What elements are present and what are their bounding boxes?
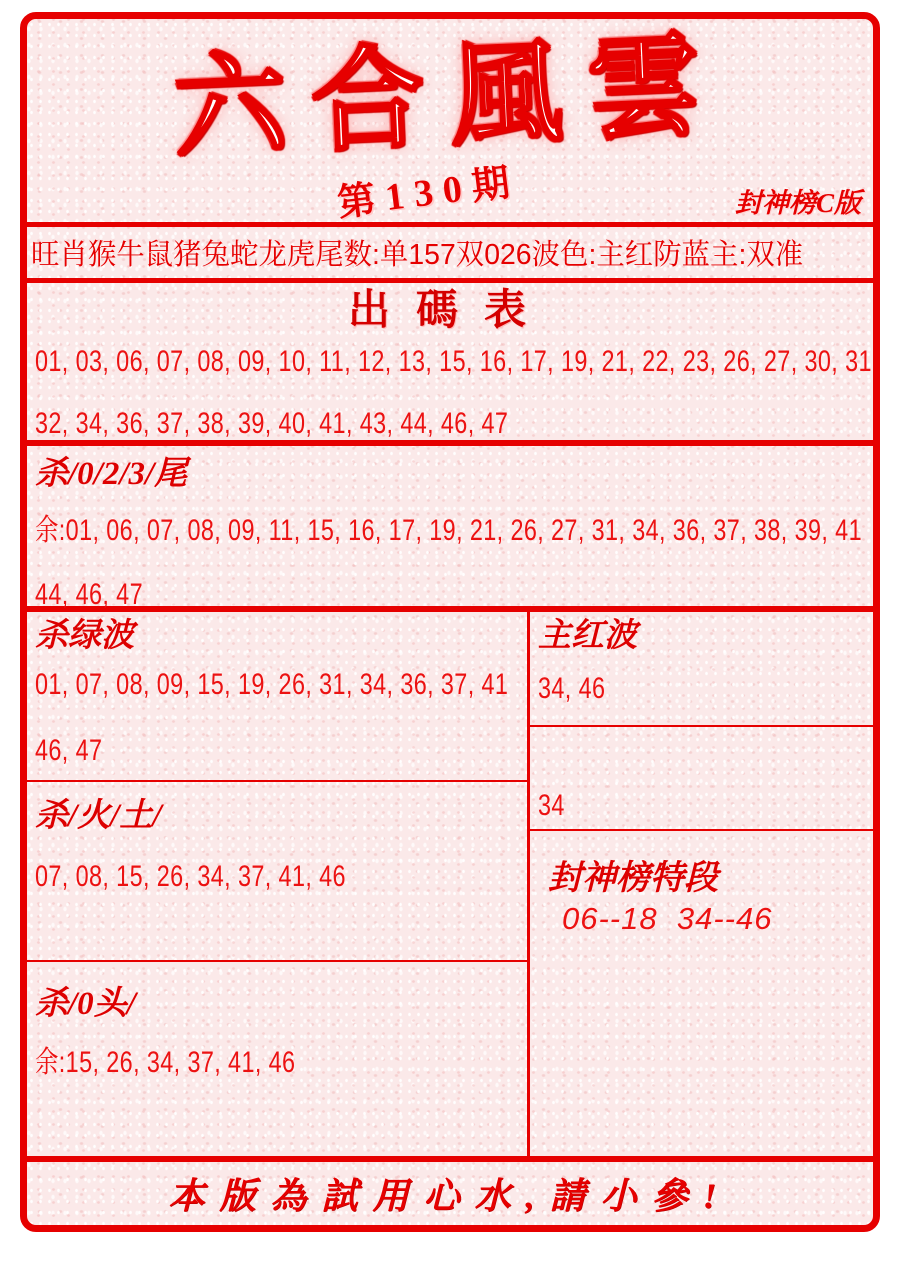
special-segment-value: 06--18 34--46 <box>562 900 773 936</box>
edition-label: 封神榜C版 <box>734 188 861 218</box>
main-red-wave-cell <box>530 612 873 727</box>
right-column <box>530 612 873 1156</box>
kill-0-head-line1: 余:15, 26, 34, 37, 41, 46 <box>35 1046 296 1080</box>
kill-023-tail-line2: 44, 46, 47 <box>35 578 143 612</box>
footer-note <box>27 1162 873 1225</box>
tip-sheet-board <box>20 12 880 1232</box>
code-table-title: 出碼表 <box>347 288 552 334</box>
kill-023-tail-section <box>27 446 873 612</box>
hot-zodiac-text: 旺肖猴牛鼠猪兔蛇龙虎尾数:单157双026波色:主红防蓝主:双准 <box>31 239 804 271</box>
kill-0-head-cell <box>27 962 527 1156</box>
two-column-grid <box>27 612 873 1162</box>
hot-zodiac-row <box>27 222 873 283</box>
left-column <box>27 612 530 1156</box>
issue-number: 第130期 <box>335 160 522 225</box>
kill-023-tail-line1: 余:01, 06, 07, 08, 09, 11, 15, 16, 17, 19, 21, 26, 27, 31, 34, 36, 37, 38, 39, 41 <box>35 514 862 548</box>
single-number-cell <box>530 727 873 831</box>
kill-023-tail-label: 杀/0/2/3/尾 <box>35 456 188 492</box>
single-number-value: 34 <box>538 789 565 822</box>
main-red-wave-value: 34, 46 <box>538 672 606 706</box>
page-title: 六合風雲 <box>171 24 729 172</box>
kill-green-wave-line2: 46, 47 <box>35 734 103 768</box>
kill-green-wave-line1: 01, 07, 08, 09, 15, 19, 26, 31, 34, 36, 37, 41 <box>35 668 509 702</box>
header <box>27 19 873 225</box>
kill-fire-earth-line1: 07, 08, 15, 26, 34, 37, 41, 46 <box>35 860 346 894</box>
kill-green-wave-label: 杀绿波 <box>35 618 134 654</box>
special-segment-label: 封神榜特段 <box>548 860 718 897</box>
code-table-line1: 01, 03, 06, 07, 08, 09, 10, 11, 12, 13, 15, 16, 17, 19, 21, 22, 23, 26, 27, 30, 31 <box>35 345 872 379</box>
main-red-wave-label: 主红波 <box>538 618 637 654</box>
code-table-line2: 32, 34, 36, 37, 38, 39, 40, 41, 43, 44, 46, 47 <box>35 407 509 441</box>
kill-green-wave-cell <box>27 612 527 782</box>
code-table-section <box>27 283 873 446</box>
footer-note-text: 本版為試用心水,請小參! <box>168 1176 732 1216</box>
kill-0-head-label: 杀/0头/ <box>35 986 136 1022</box>
kill-fire-earth-label: 杀/火/土/ <box>35 798 162 834</box>
kill-fire-earth-cell <box>27 782 527 962</box>
special-segment-cell <box>530 831 873 1156</box>
